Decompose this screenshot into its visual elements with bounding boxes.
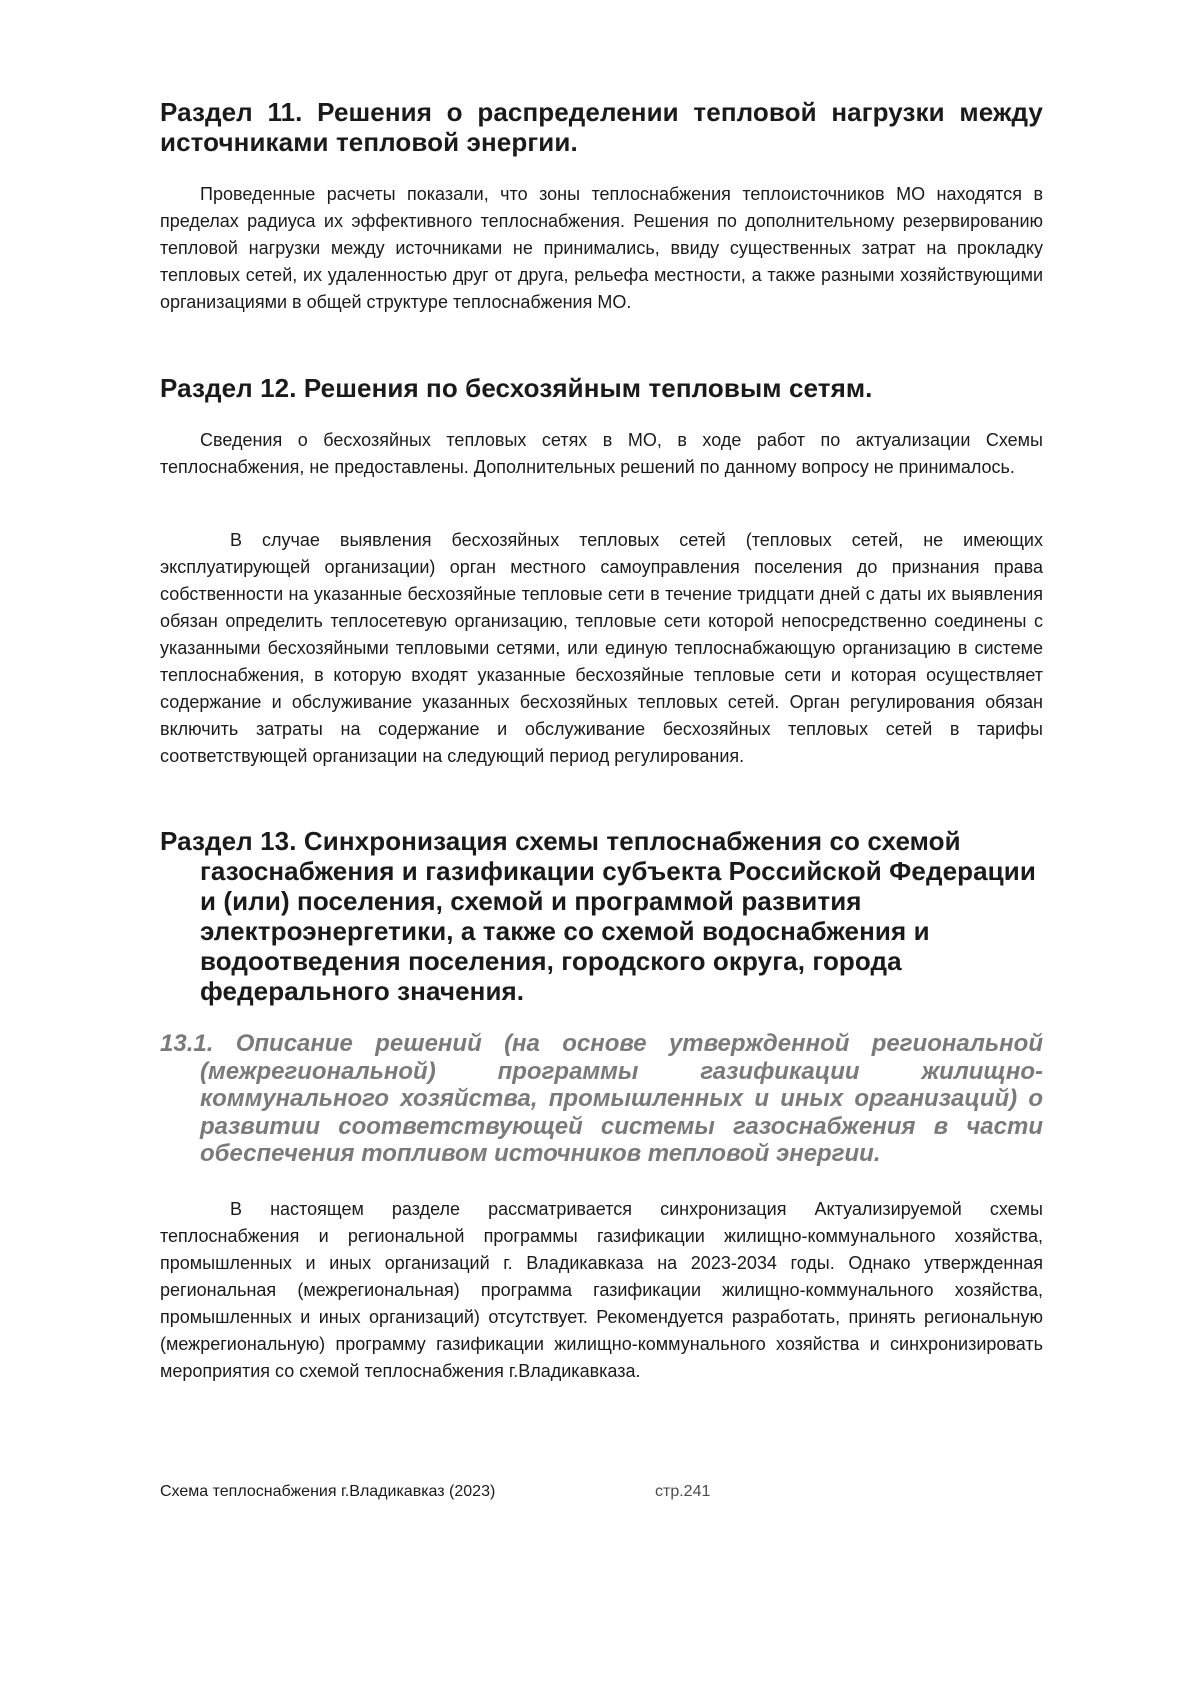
subsection-13-1-number: 13.1. (160, 1030, 214, 1057)
section-12-paragraph-1: Сведения о бесхозяйных тепловых сетях в МО, в ходе работ по актуализации Схемы теплоснабжения, не предоставлены. Дополнительных решений по данному вопросу не принималось. (160, 430, 1043, 477)
footer-page-number: стр.241 (655, 1483, 711, 1500)
section-11-heading (160, 97, 1043, 157)
subsection-13-1-heading (160, 1030, 1043, 1168)
subsection-13-1-text: Описание решений (на основе утвержденной региональной (межрегиональной) программы газификации жилищно-коммунального хозяйства, промышленных и иных организаций) о развитии соответствующей системы газоснабжения в части обеспечения топливом источников тепловой энергии. (200, 1030, 1043, 1167)
section-11-heading-number: Раздел 11. (160, 97, 303, 127)
section-12-heading-text: Решения по бесхозяйным тепловым сетям. (303, 373, 873, 403)
section-11-paragraph: Проведенные расчеты показали, что зоны теплоснабжения теплоисточников МО находятся в пределах радиуса их эффективного теплоснабжения. Решения по дополнительному резервированию тепловой нагрузки между источниками не принимались, ввиду существенных затрат на прокладку тепловых сетей, их удаленностью друг от друга, рельефа местности, а также разными хозяйствующими организациями в общей структуре теплоснабжения МО. (160, 184, 1043, 312)
section-11-heading-text: Решения о распределении тепловой нагрузки между источниками тепловой энергии. (160, 97, 1043, 157)
section-12-heading-number: Раздел 12. (160, 373, 297, 403)
section-13-heading-text: Синхронизация схемы теплоснабжения со схемой газоснабжения и газификации субъекта Российской Федерации и (или) поселения, схемой и программой развития электроэнергетики, а также со схемой водоснабжения и водоотведения поселения, городского округа, города федерального значения. (200, 826, 1036, 1006)
footer-document-title: Схема теплоснабжения г.Владикавказ (2023) (160, 1483, 496, 1500)
section-12-paragraph-2: В случае выявления бесхозяйных тепловых сетей (тепловых сетей, не имеющих эксплуатирующей организации) орган местного самоуправления поселения до признания права собственности на указанные бесхозяйные тепловые сети в течение тридцати дней с даты их выявления обязан определить теплосетевую организацию, тепловые сети которой непосредственно соединены с указанными бесхозяйными тепловыми сетями, или единую теплоснабжающую организацию в системе теплоснабжения, в которую входят указанные бесхозяйные тепловые сети и которая осуществляет содержание и обслуживание указанных бесхозяйных тепловых сетей. Орган регулирования обязан включить затраты на содержание и обслуживание бесхозяйных тепловых сетей в тарифы соответствующей организации на следующий период регулирования. (160, 530, 1043, 766)
section-13-paragraph: В настоящем разделе рассматривается синхронизация Актуализируемой схемы теплоснабжения и региональной программы газификации жилищно-коммунального хозяйства, промышленных и иных организаций г. Владикавказа на 2023-2034 годы. Однако утвержденная региональная (межрегиональная) программа газификации жилищно-коммунального хозяйства, промышленных и иных организаций) отсутствует. Рекомендуется разработать, принять региональную (межрегиональную) программу газификации жилищно-коммунального хозяйства и синхронизировать мероприятия со схемой теплоснабжения г.Владикавказа. (160, 1199, 1043, 1381)
section-13-heading-number: Раздел 13. (160, 826, 297, 856)
section-12-heading (160, 373, 1043, 403)
section-13-heading (160, 826, 1043, 1006)
